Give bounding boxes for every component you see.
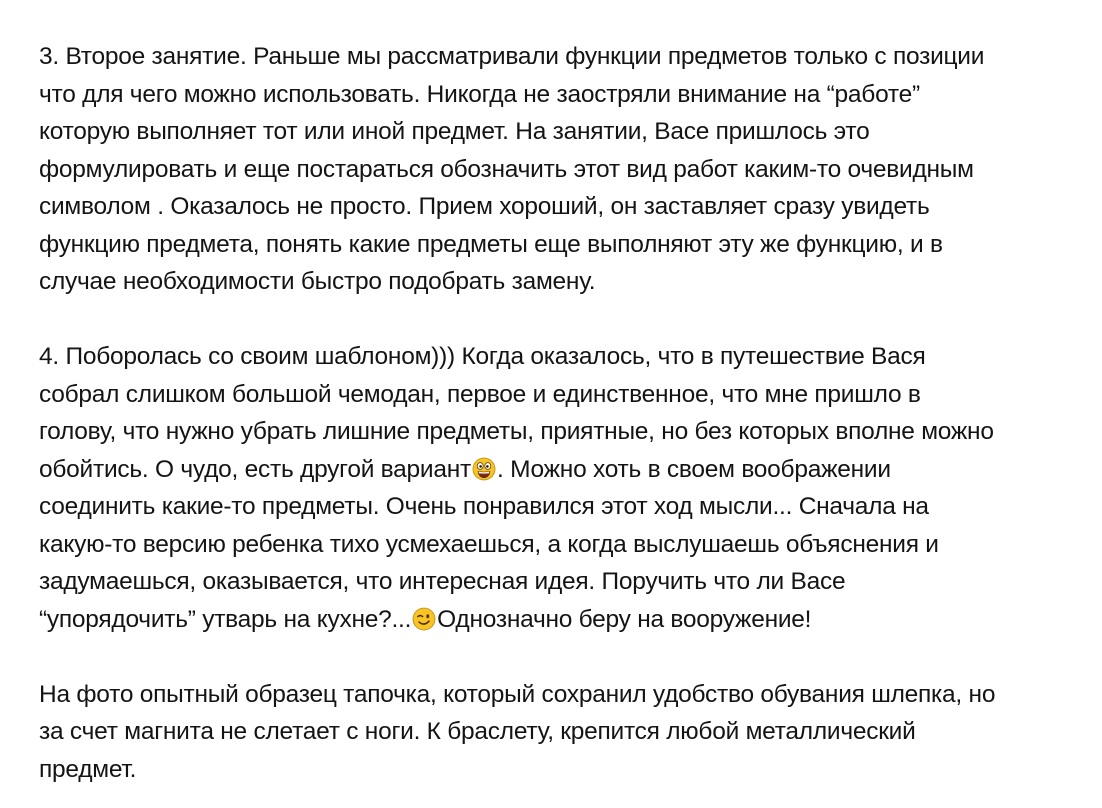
text-line: собрал слишком большой чемодан, первое и единственное, что мне пришло в (39, 380, 921, 408)
text-line: голову, что нужно убрать лишние предметы, приятные, но без которых вполне можно (39, 418, 994, 445)
paragraph-3 (39, 38, 1079, 301)
text-segment: . Можно хоть в своем воображении (497, 455, 891, 483)
text-segment: Однозначно беру на вооружение! (437, 605, 812, 633)
text-line: задумаешься, оказывается, что интересная идея. Поручить что ли Васе (39, 568, 846, 595)
paragraph-4 (39, 338, 1079, 638)
text-line: что для чего можно использовать. Никогда не заостряли внимание на “работе” (39, 80, 920, 108)
text-line: соединить какие-то предметы. Очень понравился этот ход мысли... Сначала на (39, 493, 929, 520)
text-line: символом . Оказалось не просто. Прием хороший, он заставляет сразу увидеть (39, 193, 930, 220)
text-line (39, 601, 1079, 639)
paragraph-photo-description (39, 676, 1079, 789)
winking-face-emoji-icon (412, 607, 436, 631)
text-line: функцию предмета, понять какие предметы еще выполняют эту же функцию, и в (39, 230, 943, 258)
text-line: за счет магнита не слетает с ноги. К браслету, крепится любой металлический (39, 718, 916, 745)
text-line (39, 451, 1079, 489)
text-line: случае необходимости быстро подобрать замену. (39, 268, 596, 295)
text-line: какую-то версию ребенка тихо усмехаешься, а когда выслушаешь объяснения и (39, 530, 939, 558)
text-segment: “упорядочить” утварь на кухне?... (39, 605, 412, 633)
paragraph-spacer (39, 638, 1079, 676)
text-line: 4. Поборолась со своим шаблоном))) Когда оказалось, что в путешествие Вася (39, 343, 926, 370)
text-line: формулировать и еще постараться обозначить этот вид работ каким-то очевидным (39, 155, 974, 183)
astonished-grin-face-emoji-icon (472, 457, 496, 481)
paragraph-spacer (39, 301, 1079, 339)
text-line: 3. Второе занятие. Раньше мы рассматривали функции предметов только с позиции (39, 43, 985, 70)
text-line: На фото опытный образец тапочка, который сохранил удобство обувания шлепка, но (39, 680, 996, 708)
text-line: которую выполняет тот или иной предмет. На занятии, Васе пришлось это (39, 118, 870, 145)
document-body (39, 38, 1079, 788)
text-segment: обойтись. О чудо, есть другой вариант (39, 455, 471, 483)
text-line: предмет. (39, 755, 137, 783)
